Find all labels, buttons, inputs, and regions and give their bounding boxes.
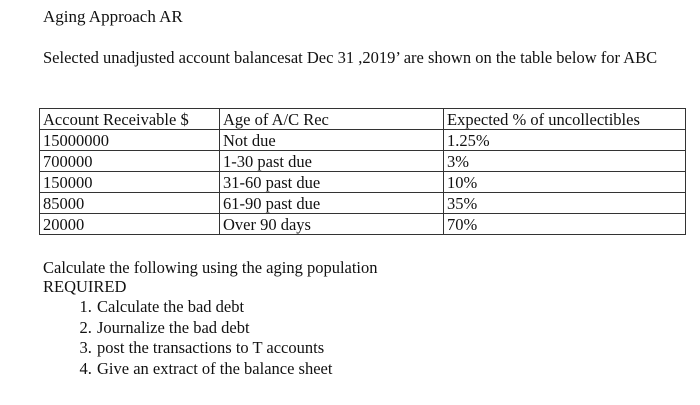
table-row [40, 130, 686, 151]
document-title: Aging Approach AR [43, 7, 183, 26]
header-account-receivable: Account Receivable $ [40, 109, 220, 130]
cell-age: 61-90 past due [220, 193, 444, 214]
cell-age: 31-60 past due [220, 172, 444, 193]
cell-percent: 3% [444, 151, 686, 172]
cell-percent: 70% [444, 214, 686, 235]
list-item: 2. Journalize the bad debt [96, 318, 332, 339]
instructions-block [43, 258, 378, 296]
cell-age: Not due [220, 130, 444, 151]
table-header-row [40, 109, 686, 130]
header-age: Age of A/C Rec [220, 109, 444, 130]
table-row [40, 172, 686, 193]
cell-percent: 1.25% [444, 130, 686, 151]
cell-age: 1-30 past due [220, 151, 444, 172]
list-item: 4. Give an extract of the balance sheet [96, 359, 332, 380]
instructions-line: Calculate the following using the aging population [43, 258, 378, 277]
cell-amount: 85000 [40, 193, 220, 214]
task-list [51, 297, 332, 379]
required-heading: REQUIRED [43, 277, 127, 296]
cell-amount: 150000 [40, 172, 220, 193]
intro-paragraph: Selected unadjusted account balancesat Dec 31 ,2019’ are shown on the table below for ABC [43, 48, 658, 67]
header-expected-uncollectibles: Expected % of uncollectibles [444, 109, 686, 130]
cell-amount: 700000 [40, 151, 220, 172]
cell-amount: 15000000 [40, 130, 220, 151]
table-row [40, 151, 686, 172]
list-item: 3. post the transactions to T accounts [96, 338, 332, 359]
aging-table [39, 108, 686, 235]
table-row [40, 214, 686, 235]
list-item: 1. Calculate the bad debt [96, 297, 332, 318]
cell-age: Over 90 days [220, 214, 444, 235]
cell-amount: 20000 [40, 214, 220, 235]
cell-percent: 10% [444, 172, 686, 193]
table-row [40, 193, 686, 214]
cell-percent: 35% [444, 193, 686, 214]
